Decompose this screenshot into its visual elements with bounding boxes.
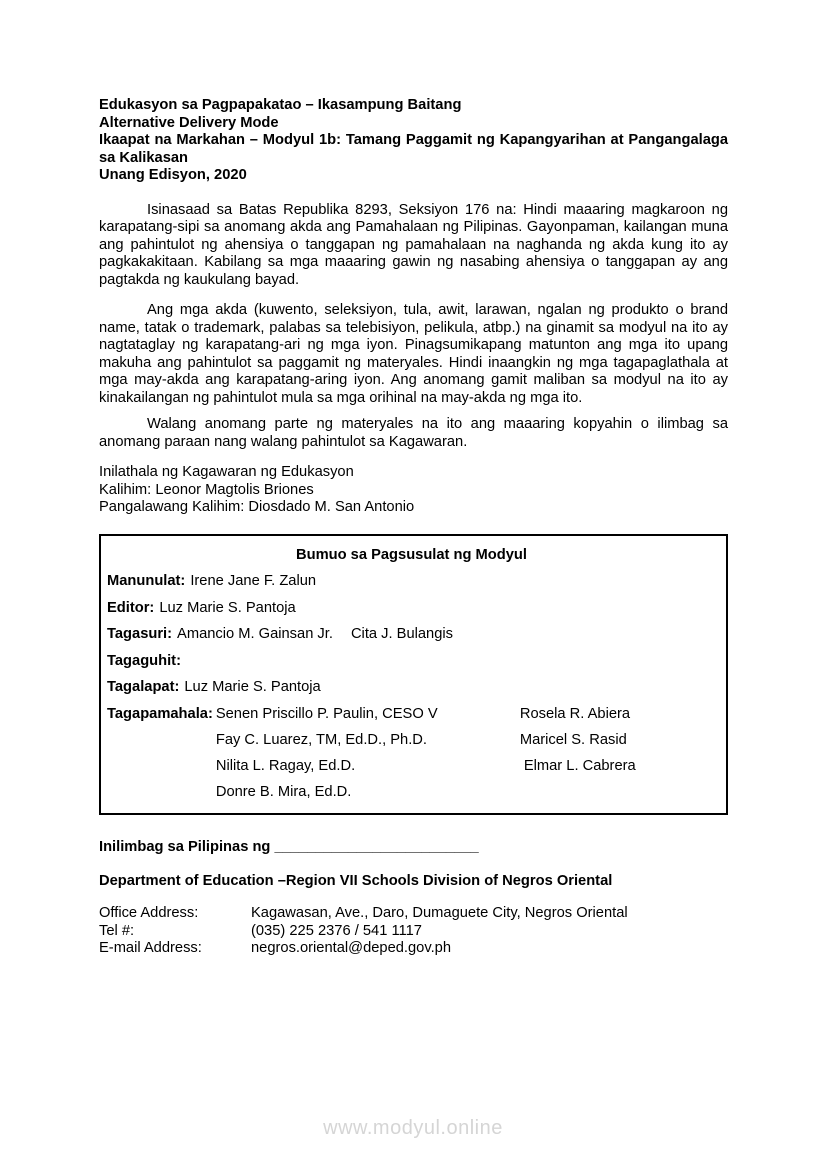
tagapamahala-right-2: Maricel S. Rasid — [519, 731, 627, 748]
tagapamahala-label-spacer-3 — [107, 784, 213, 802]
credit-label-tagasuri: Tagasuri: — [107, 626, 173, 642]
office-address-label: Office Address: — [99, 905, 199, 921]
contact-block — [99, 905, 728, 958]
copyright-paragraph-2: Ang mga akda (kuwento, seleksiyon, tula, awit, larawan, ngalan ng produkto o brand name, tatak o trademark, palabas sa telebisiyon, pelikula, atbp.) na ginamit sa modyul na ito ay nagtataglay ng karapatang-ari ng mga iyon. Pinagsumikapang matunton ang mga ito upang makuha ang pahintulot sa paggamit ng materyales. Hindi inaangkin ng mga tagapaglathala at mga may-akda ang karapatang-aring iyon. Ang anomang gamit maliban sa modyul na ito ay kinakailangan ng pahintulot mula sa mga orihinal na may-akda ng mga ito. — [99, 302, 728, 406]
tagapamahala-left-3: Nilita L. Ragay, Ed.D. — [215, 757, 356, 774]
credit-value-editor: Luz Marie S. Pantoja — [159, 599, 296, 616]
credit-row-tagasuri — [107, 626, 716, 644]
copyright-paragraph-3: Walang anomang parte ng materyales na ito ang maaaring kopyahin o ilimbag sa anomang paraan nang walang pahintulot sa Kagawaran. — [99, 416, 728, 450]
credit-row-manunulat — [107, 573, 716, 591]
email-label: E-mail Address: — [99, 940, 202, 956]
tagapamahala-label-spacer-1 — [107, 732, 213, 750]
module-title-line: Ikaapat na Markahan – Modyul 1b: Tamang Paggamit ng Kapangyarihan at Pangangalaga sa Kalikasan — [99, 132, 728, 166]
publisher-line: Inilathala ng Kagawaran ng Edukasyon — [99, 464, 354, 480]
copyright-paragraph-1: Isinasaad sa Batas Republika 8293, Seksiyon 176 na: Hindi maaaring magkaroon ng karapatang-sipi sa anomang akda ang Pamahalaan ng Pilipinas. Gayonpaman, kailangan muna ang pahintulot ng ahensiya o tanggapan ng pamahalaan na naghanda ng akda kung ito ay pagkakakitaan. Kabilang sa mga maaaring gawin ng nasabing ahensiya o tanggapan ay ang pagtakda ng kaukulang bayad. — [99, 201, 728, 288]
delivery-mode-line: Alternative Delivery Mode — [99, 114, 279, 131]
division-title: Department of Education –Region VII Schools Division of Negros Oriental — [99, 872, 613, 889]
credit-row-tagapamahala — [107, 706, 716, 802]
secretary-line: Kalihim: Leonor Magtolis Briones — [99, 481, 314, 498]
writers-box-title: Bumuo sa Pagsusulat ng Modyul — [296, 546, 527, 563]
tagapamahala-left-4: Donre B. Mira, Ed.D. — [215, 783, 352, 800]
tel-label: Tel #: — [99, 922, 135, 939]
office-address-row — [99, 905, 728, 923]
credit-label-tagapamahala: Tagapamahala: — [107, 705, 213, 722]
printed-in-line: Inilimbag sa Pilipinas ng _________________________ — [99, 839, 479, 855]
tagapamahala-label-spacer-2 — [107, 758, 213, 776]
credit-value-manunulat: Irene Jane F. Zalun — [190, 573, 317, 589]
publisher-block — [99, 464, 728, 517]
credit-value-tagalapat: Luz Marie S. Pantoja — [184, 679, 321, 695]
tagapamahala-right-3: Elmar L. Cabrera — [523, 757, 636, 774]
undersecretary-line: Pangalawang Kalihim: Diosdado M. San Antonio — [99, 499, 415, 515]
credit-row-editor — [107, 600, 716, 618]
page-content — [99, 0, 728, 958]
email-row — [99, 940, 728, 958]
module-writers-box — [99, 534, 728, 816]
tagapamahala-left-2: Fay C. Luarez, TM, Ed.D., Ph.D. — [215, 731, 427, 748]
office-address-value: Kagawasan, Ave., Daro, Dumaguete City, Negros Oriental — [251, 905, 628, 921]
credit-label-manunulat: Manunulat: — [107, 573, 186, 589]
document-header — [99, 97, 728, 185]
credit-value-tagasuri-1: Amancio M. Gainsan Jr. — [177, 626, 333, 642]
tagapamahala-right-1: Rosela R. Abiera — [519, 705, 631, 722]
credit-label-tagaguhit: Tagaguhit: — [107, 652, 181, 669]
tagapamahala-left-1: Senen Priscillo P. Paulin, CESO V — [215, 705, 438, 722]
credit-label-tagalapat: Tagalapat: — [107, 679, 180, 695]
credit-row-tagaguhit — [107, 653, 716, 671]
credit-row-tagalapat — [107, 679, 716, 697]
edition-line: Unang Edisyon, 2020 — [99, 167, 247, 183]
tel-value: (035) 225 2376 / 541 1117 — [251, 922, 422, 939]
module-subject-line: Edukasyon sa Pagpapakatao – Ikasampung Baitang — [99, 97, 462, 113]
tagapamahala-right-4 — [520, 784, 716, 802]
credit-value-tagasuri-2: Cita J. Bulangis — [350, 626, 453, 642]
watermark: www.modyul.online — [323, 1117, 503, 1139]
email-value: negros.oriental@deped.gov.ph — [251, 940, 452, 956]
credit-label-editor: Editor: — [107, 599, 155, 616]
tel-row — [99, 923, 728, 941]
